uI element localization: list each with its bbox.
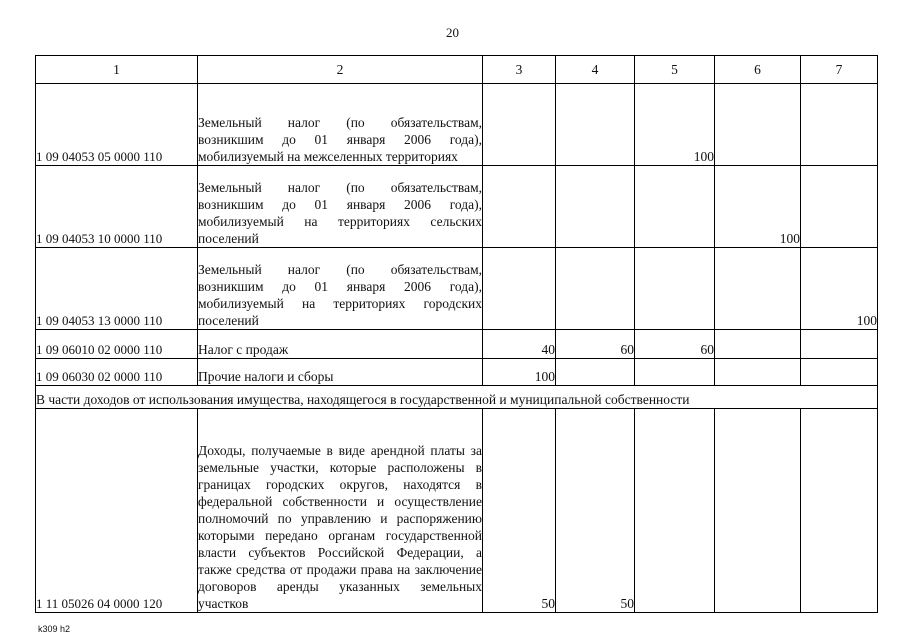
description-cell: Земельный налог (по обязательствам, возникшим до 01 января 2006 года), мобилизуемый на межселенных территориях <box>198 84 483 166</box>
value-cell-col6 <box>715 330 801 359</box>
value-cell-col6 <box>715 248 801 330</box>
column-header-3: 3 <box>483 56 556 84</box>
value-cell-col5: 60 <box>635 330 715 359</box>
value-cell-col3 <box>483 248 556 330</box>
value-cell-col5 <box>635 248 715 330</box>
value-cell-col3: 50 <box>483 409 556 613</box>
value-cell-col4 <box>556 84 635 166</box>
column-header-row <box>36 56 878 84</box>
value-cell-col3: 100 <box>483 359 556 386</box>
footer-code: k309 h2 <box>38 624 71 634</box>
description-cell: Земельный налог (по обязательствам, возникшим до 01 января 2006 года), мобилизуемый на территориях сельских поселений <box>198 166 483 248</box>
table-row <box>36 359 878 386</box>
budget-code-cell: 1 09 04053 10 0000 110 <box>36 166 198 248</box>
value-cell-col7 <box>801 166 878 248</box>
table-row <box>36 248 878 330</box>
value-cell-col5 <box>635 166 715 248</box>
column-header-7: 7 <box>801 56 878 84</box>
column-header-6: 6 <box>715 56 801 84</box>
value-cell-col6 <box>715 84 801 166</box>
table-row <box>36 330 878 359</box>
section-heading: В части доходов от использования имущества, находящегося в государственной и муниципальной собственности <box>36 386 878 409</box>
budget-code-cell: 1 09 06030 02 0000 110 <box>36 359 198 386</box>
page-number: 20 <box>446 25 459 40</box>
value-cell-col5: 100 <box>635 84 715 166</box>
budget-code-cell: 1 11 05026 04 0000 120 <box>36 409 198 613</box>
budget-code-cell: 1 09 04053 05 0000 110 <box>36 84 198 166</box>
value-cell-col6 <box>715 409 801 613</box>
table-row <box>36 166 878 248</box>
value-cell-col3 <box>483 84 556 166</box>
column-header-4: 4 <box>556 56 635 84</box>
value-cell-col7 <box>801 359 878 386</box>
description-cell: Доходы, получаемые в виде арендной платы за земельные участки, которые расположены в границах городских округов, находятся в федеральной собственности и осуществление полномочий по управлению и распоряжению которыми передано органам государственной власти субъектов Российской Федерации, а также средства от продажи права на заключение договоров аренды указанных земельных участков <box>198 409 483 613</box>
value-cell-col5 <box>635 409 715 613</box>
value-cell-col7 <box>801 84 878 166</box>
revenue-distribution-table <box>35 55 878 613</box>
value-cell-col7: 100 <box>801 248 878 330</box>
column-header-1: 1 <box>36 56 198 84</box>
value-cell-col6: 100 <box>715 166 801 248</box>
value-cell-col4 <box>556 248 635 330</box>
value-cell-col4: 50 <box>556 409 635 613</box>
value-cell-col3: 40 <box>483 330 556 359</box>
value-cell-col4 <box>556 359 635 386</box>
column-header-5: 5 <box>635 56 715 84</box>
value-cell-col7 <box>801 330 878 359</box>
value-cell-col5 <box>635 359 715 386</box>
table-row <box>36 84 878 166</box>
value-cell-col6 <box>715 359 801 386</box>
section-heading-row <box>36 386 878 409</box>
value-cell-col4 <box>556 166 635 248</box>
value-cell-col3 <box>483 166 556 248</box>
value-cell-col4: 60 <box>556 330 635 359</box>
value-cell-col7 <box>801 409 878 613</box>
table-row <box>36 409 878 613</box>
column-header-2: 2 <box>198 56 483 84</box>
budget-code-cell: 1 09 04053 13 0000 110 <box>36 248 198 330</box>
budget-code-cell: 1 09 06010 02 0000 110 <box>36 330 198 359</box>
description-cell: Налог с продаж <box>198 330 483 359</box>
description-cell: Прочие налоги и сборы <box>198 359 483 386</box>
description-cell: Земельный налог (по обязательствам, возникшим до 01 января 2006 года), мобилизуемый на территориях городских поселений <box>198 248 483 330</box>
